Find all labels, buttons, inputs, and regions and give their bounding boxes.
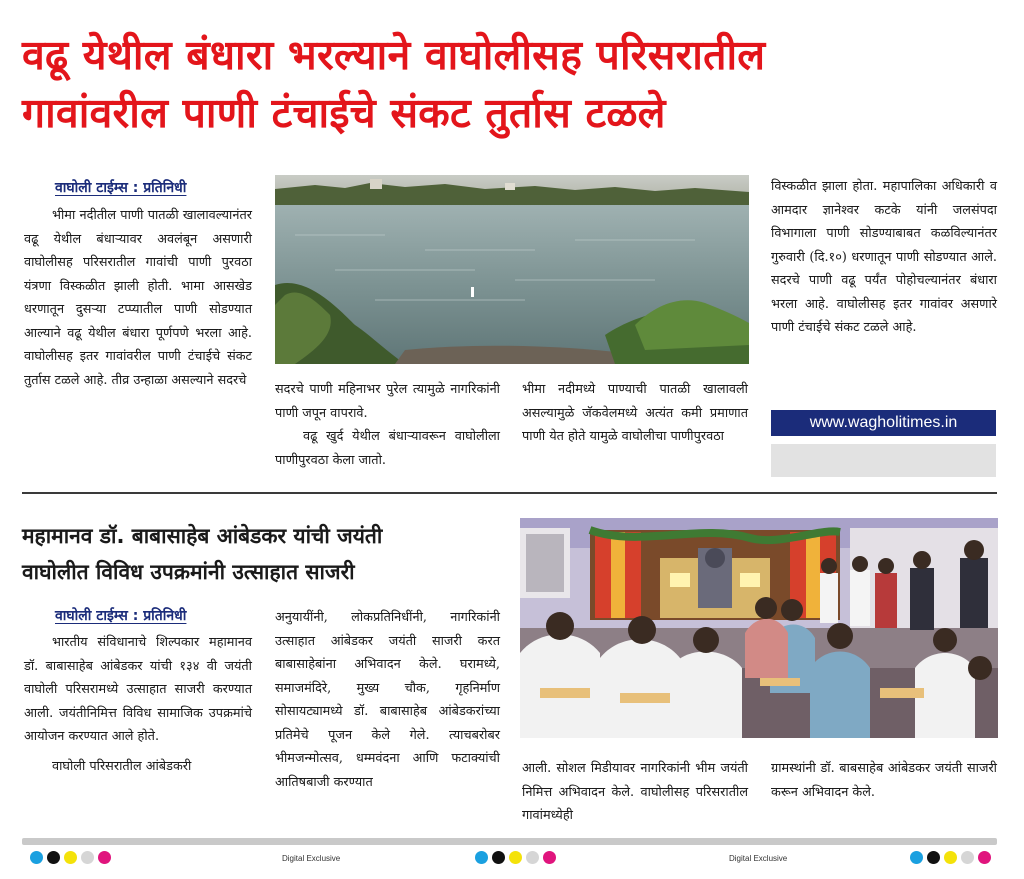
registration-dot-icon (961, 851, 974, 864)
article1-column-2-para1: सदरचे पाणी महिनाभर पुरेल त्यामुळे नागरिकांनी पाणी जपून वापरावे. (275, 382, 500, 421)
registration-dot-icon (98, 851, 111, 864)
article2-headline (22, 518, 522, 590)
jayanti-event-image (520, 518, 998, 738)
article1-column-3 (522, 378, 748, 482)
jayanti-event-photo (520, 518, 998, 738)
article2-byline: वाघोली टाईम्स : प्रतिनिधी (55, 608, 187, 624)
river-photo (275, 175, 749, 364)
article2-column-2 (275, 606, 500, 834)
article2-column-4 (771, 757, 997, 835)
registration-dot-icon (47, 851, 60, 864)
article1-headline (22, 26, 1007, 142)
digital-exclusive-left: Digital Exclusive (282, 854, 341, 863)
registration-dots-left (30, 851, 111, 864)
article2-headline-line2: वाघोलीत विविध उपक्रमांनी उत्साहात साजरी (22, 560, 355, 584)
article1-column-2 (275, 378, 500, 482)
registration-dot-icon (509, 851, 522, 864)
article1-byline: वाघोली टाईम्स : प्रतिनिधी (55, 180, 187, 196)
article2-column-2-text: अनुयायींनी, लोकप्रतिनिधींनी, नागरिकांनी उत्साहात आंबेडकर जयंती साजरी करत बाबासाहेबांना अभिवादन केले. घरामध्ये, समाजमंदिरे, मुख्य चौक, गृहनिर्माण सोसायट्यामध्ये डॉ. बाबासाहेब आंबेडकरांच्या प्रतिमेचे पूजन केले गेले. त्याचबरोबर भीमजन्मोत्सव, धम्मवंदना आणि फटाक्यांची आतिषबाजी करण्यात (275, 610, 500, 790)
article1-column-2-para2: वढू खुर्द येथील बंधाऱ्यावरून वाघोलीला पाणीपुरवठा केला जातो. (275, 429, 500, 468)
article2-headline-line1: महामानव डॉ. बाबासाहेब आंबेडकर यांची जयंती (22, 524, 383, 548)
article2-column-1 (24, 631, 252, 836)
article2-column-1-para1: भारतीय संविधानाचे शिल्पकार महामानव डॉ. बाबासाहेब आंबेडकर यांची १३४ वी जयंती वाघोली परिसरामध्ये उत्साहात साजरी करण्यात आली. जयंतीनिमित्त विविध सामाजिक उपक्रमांचे आयोजन करण्यात आले होते. (24, 635, 252, 744)
article2-column-3 (522, 757, 748, 835)
article1-headline-line2: गावांवरील पाणी टंचाईचे संकट तुर्तास टळले (22, 89, 666, 137)
registration-dots-right (910, 851, 991, 864)
article1-column-1-text: भीमा नदीतील पाणी पातळी खालावल्यानंतर वढू येथील बंधाऱ्यावर अवलंबून असणारी वाघोलीसह परिसरातील गावांची पाणी पुरवठा यंत्रणा विस्कळीत झाली होती. भामा आसखेड धरणातून दुसऱ्या टप्प्यातील पाणी सोडण्यात आल्याने वढू येथील बंधारा पूर्णपणे भरला आहे. वाघोलीसह इतर गावांवरील पाणी टंचाईचे संकट तुर्तास टळले आहे. तीव्र उन्हाळा असल्याने सदरचे (24, 208, 252, 388)
digital-exclusive-right: Digital Exclusive (729, 854, 788, 863)
footer-bar (22, 838, 997, 845)
section-divider (22, 492, 997, 494)
article1-column-1 (24, 204, 252, 480)
registration-dot-icon (978, 851, 991, 864)
registration-dot-icon (81, 851, 94, 864)
river-photo-image (275, 175, 749, 364)
registration-dot-icon (944, 851, 957, 864)
article2-column-4-text: ग्रामस्थांनी डॉ. बाबसाहेब आंबेडकर जयंती साजरी करून अभिवादन केले. (771, 761, 997, 800)
article2-column-1-para2: वाघोली परिसरातील आंबेडकरी (52, 758, 192, 774)
article1-column-3-text: भीमा नदीमध्ये पाण्याची पातळी खालावली असल्यामुळे जॅकवेलमध्ये अत्यंत कमी प्रमाणात पाणी येत होते यामुळे वाघोलीचा पाणीपुरवठा (522, 382, 748, 444)
registration-dot-icon (543, 851, 556, 864)
registration-dot-icon (30, 851, 43, 864)
registration-dot-icon (526, 851, 539, 864)
registration-dot-icon (64, 851, 77, 864)
registration-dot-icon (927, 851, 940, 864)
article2-column-3-text: आली. सोशल मिडीयावर नागरिकांनी भीम जयंती निमित्त अभिवादन केले. वाघोलीसह परिसरातील गावांमध्येही (522, 761, 748, 823)
registration-dot-icon (910, 851, 923, 864)
website-banner[interactable]: www.wagholitimes.in (771, 410, 996, 436)
article1-column-4 (771, 175, 997, 405)
registration-dot-icon (492, 851, 505, 864)
registration-dot-icon (475, 851, 488, 864)
article1-column-4-text: विस्कळीत झाला होता. महापालिका अधिकारी व आमदार ज्ञानेश्वर कटके यांनी जलसंपदा विभागाला पाणी सोडण्याबाबत कळविल्यानंतर गुरुवारी (दि.१०) धरणातून पाणी सोडण्यात आले. सदरचे पाणी वढू पर्यंत पोहोचल्यानंतर बंधारा भरला आहे. वाघोलीसह इतर गावांवर असणारे पाणी टंचाईचे संकट टळले आहे. (771, 179, 997, 335)
article1-headline-line1: वढू येथील बंधारा भरल्याने वाघोलीसह परिसरातील (22, 31, 766, 79)
registration-dots-center (475, 851, 556, 864)
gray-ad-box (771, 444, 996, 477)
